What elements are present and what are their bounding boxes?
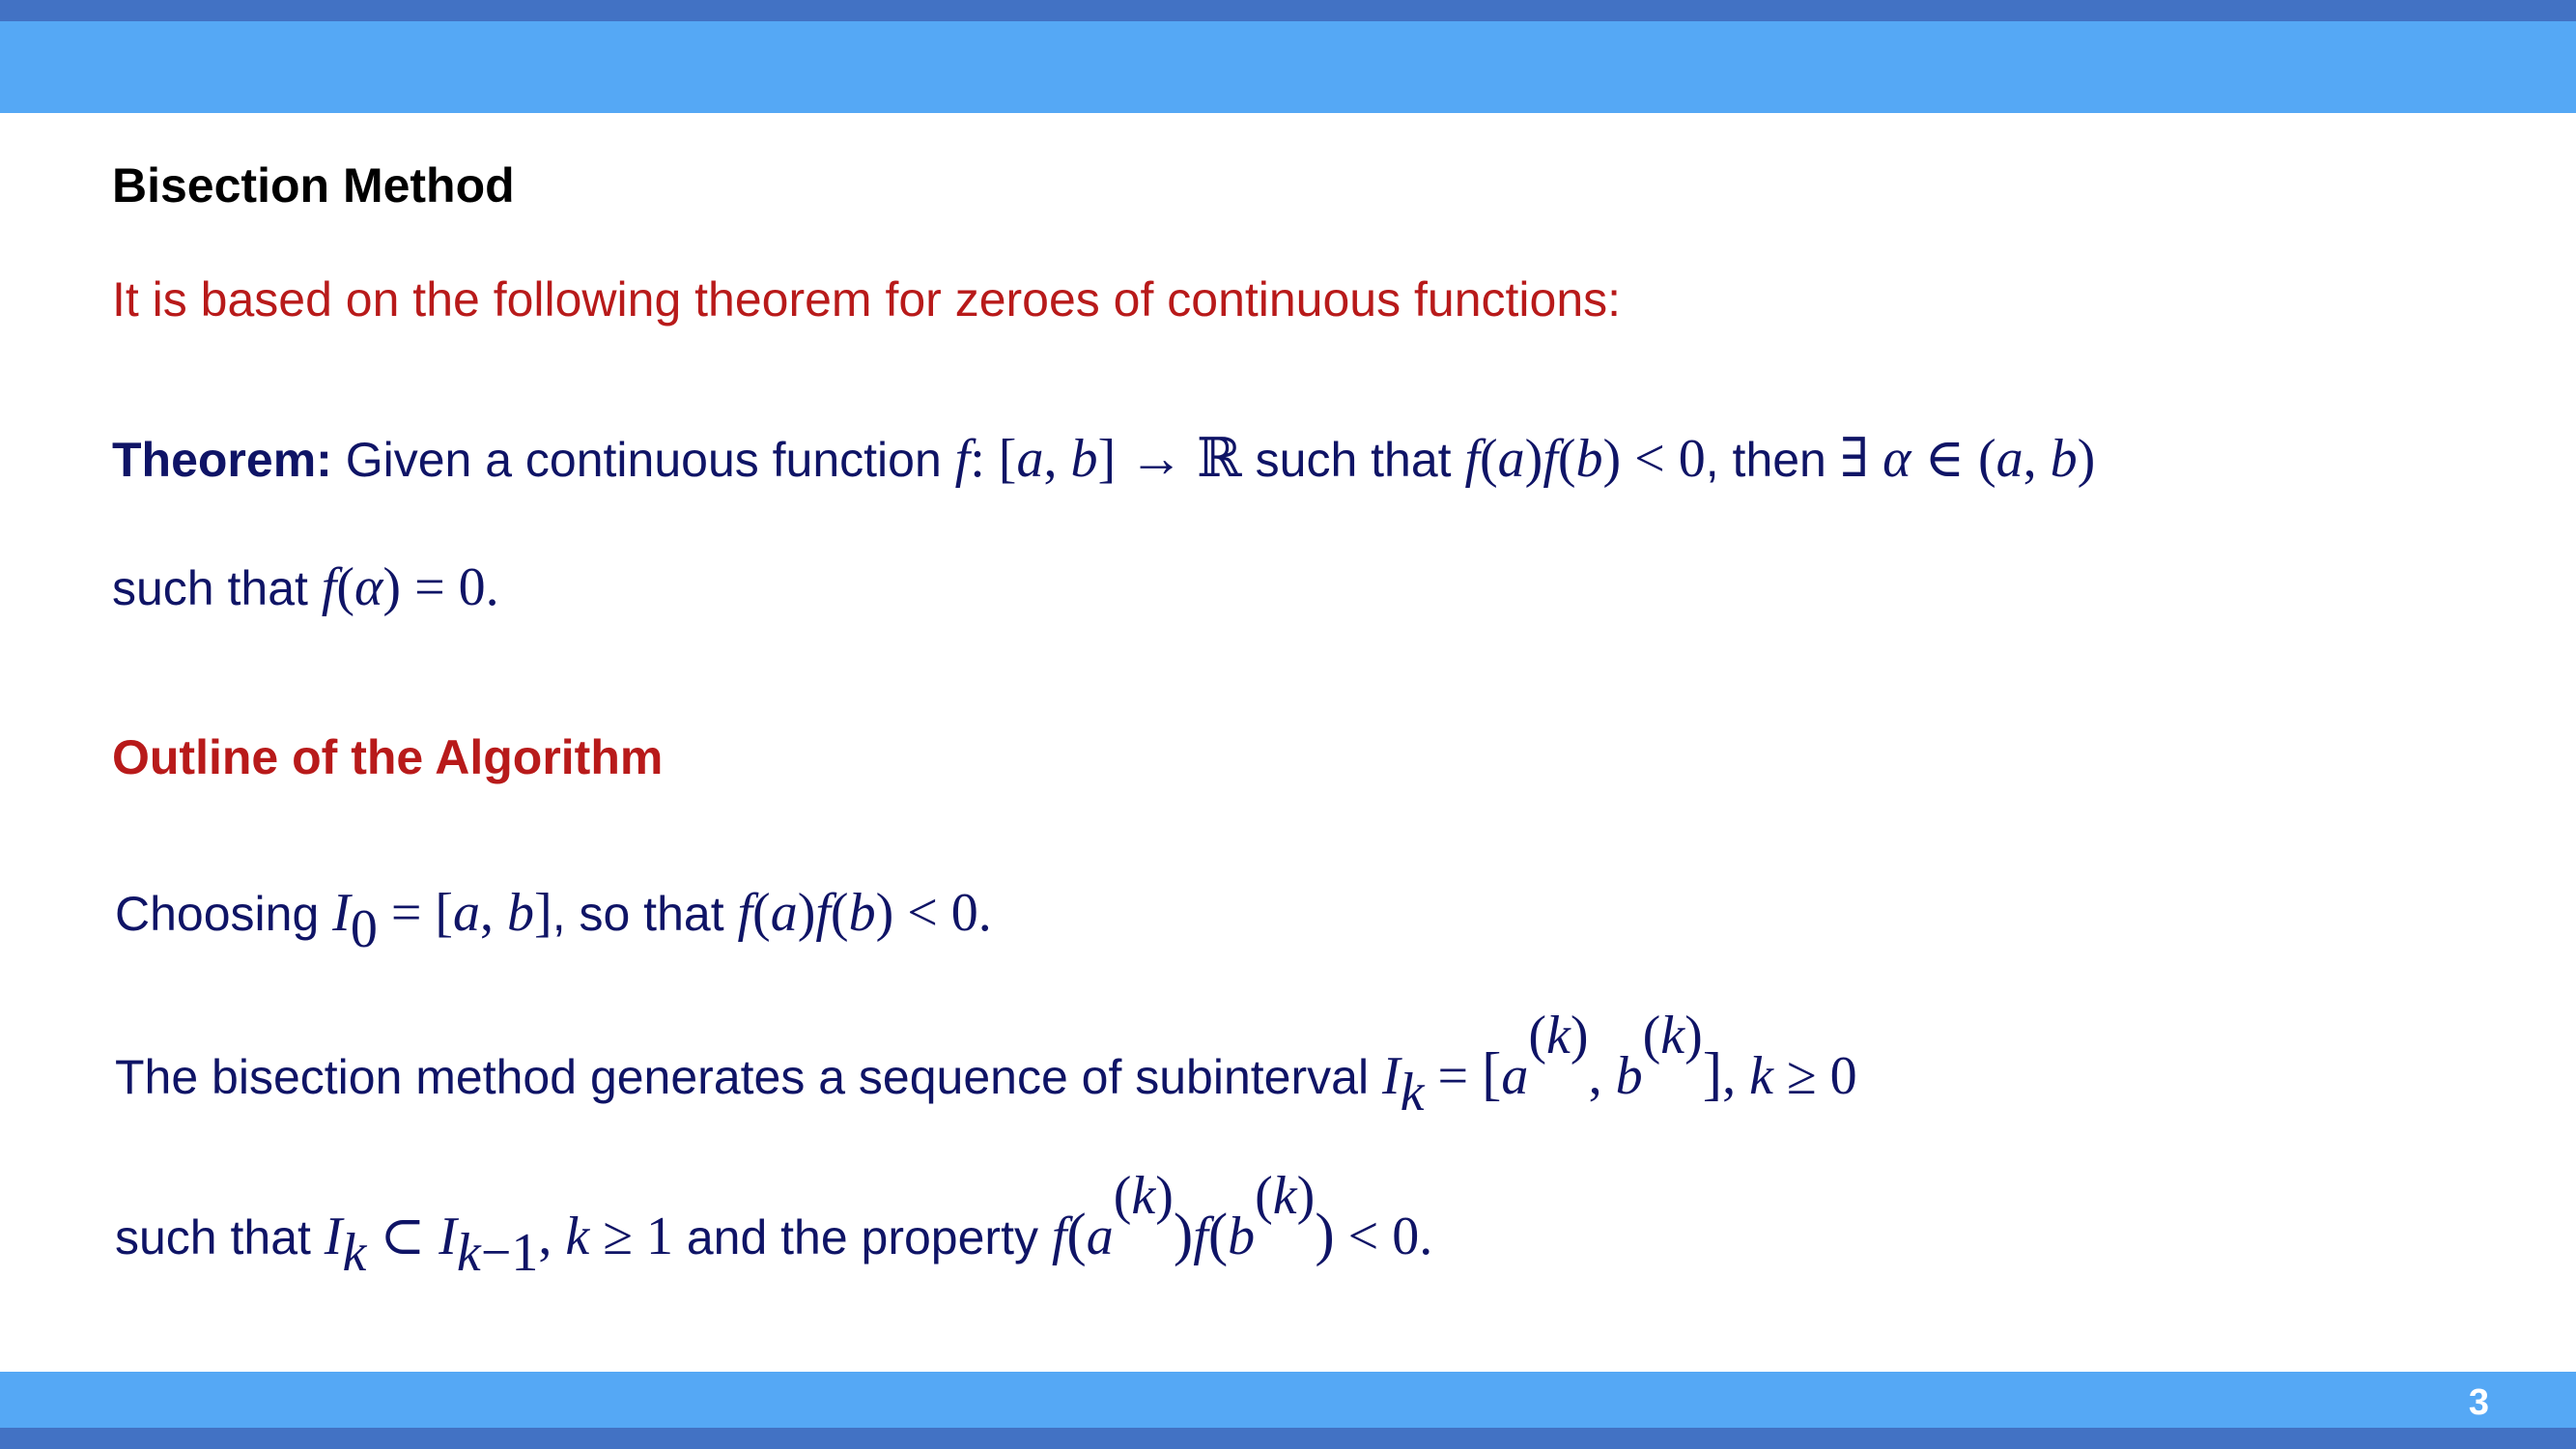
- bottom-banner: [0, 1372, 2576, 1449]
- choosing-middle: , so that: [552, 887, 738, 941]
- nesting-condition: $I_k$ ⊂ $I_{k-1}$, k ≥ 1: [324, 1207, 673, 1283]
- theorem-function-map: f: [a, b] → ℝ: [954, 429, 1256, 489]
- theorem-text-2: such that: [1255, 433, 1465, 487]
- theorem-line-2-prefix: such that: [112, 561, 322, 615]
- top-banner: [0, 0, 2576, 113]
- property-line: [115, 1166, 1433, 1283]
- intro-text: It is based on the following theorem for zeroes of continuous functions:: [112, 272, 1622, 327]
- theorem-existence: ∃ α ∈ (a, b): [1839, 429, 2096, 489]
- choosing-prefix: Choosing: [115, 887, 333, 941]
- theorem-label: Theorem:: [112, 433, 332, 487]
- sequence-line: [115, 1006, 1857, 1122]
- outline-title: Outline of the Algorithm: [112, 730, 664, 784]
- page-number: 3: [2468, 1382, 2489, 1423]
- subinterval-definition: $I_k = [a^{(k)}$, $b^{(k)}$], k ≥ 0: [1381, 1006, 1857, 1122]
- theorem-text-1: Given a continuous function: [331, 433, 955, 487]
- property-sign-condition: $f(a^{(k)})f(b^{(k)}) < 0$.: [1051, 1166, 1433, 1267]
- such-that-prefix: such that: [115, 1210, 325, 1264]
- slide-title: Bisection Method: [112, 158, 515, 213]
- initial-interval: $I_0 = [a$, b]: [332, 883, 552, 959]
- theorem-line-1: [112, 425, 2095, 494]
- theorem-conclusion: f(α) = 0.: [321, 557, 499, 617]
- theorem-sign-condition: f(a)f(b) < 0: [1464, 429, 1706, 489]
- theorem-text-3: , then: [1705, 433, 1840, 487]
- top-banner-edge: [0, 0, 2576, 21]
- initial-sign-condition: f(a)f(b) < 0.: [737, 883, 992, 943]
- property-text: and the property: [672, 1210, 1052, 1264]
- choosing-line: [115, 879, 992, 959]
- bottom-banner-edge: [0, 1428, 2576, 1449]
- theorem-line-2: [112, 554, 499, 622]
- sequence-prefix: The bisection method generates a sequence of subinterval: [115, 1050, 1382, 1104]
